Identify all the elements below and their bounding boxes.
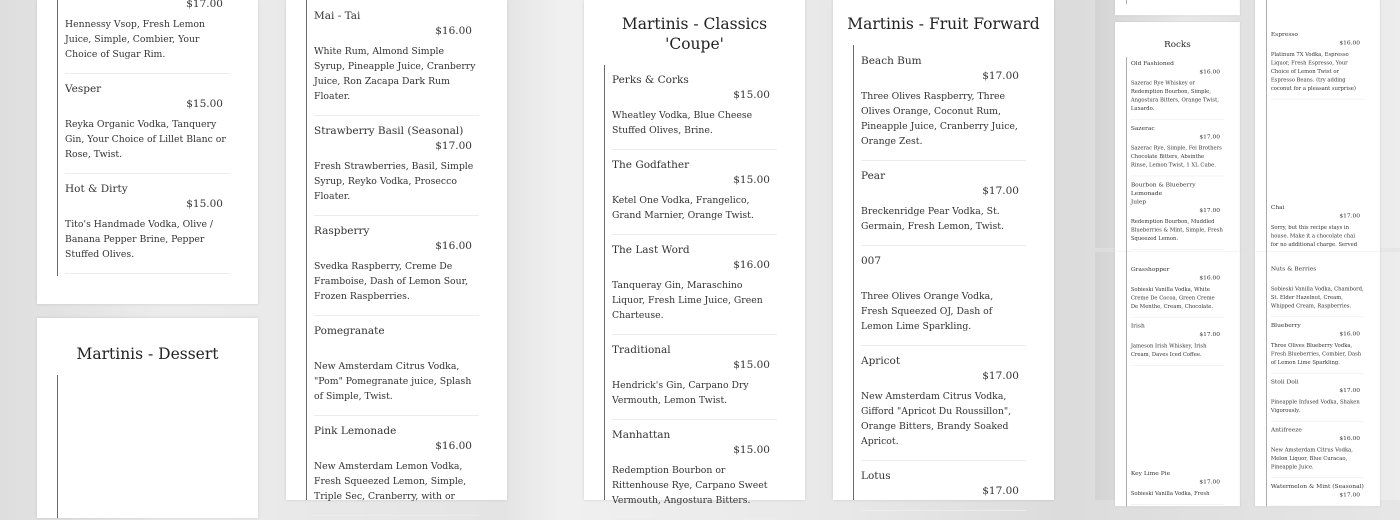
drink-price: $17.00 bbox=[186, 0, 223, 10]
menu-card-martinis-continued bbox=[37, 0, 258, 304]
drink-item bbox=[612, 235, 777, 335]
drink-price: $17.00 bbox=[982, 370, 1019, 382]
drink-name: Blueberry bbox=[1270, 322, 1301, 329]
drink-price: $17.00 bbox=[1199, 478, 1221, 486]
card-rail bbox=[306, 0, 307, 500]
drink-item bbox=[1131, 261, 1224, 318]
drink-item bbox=[65, 0, 230, 74]
drink-name: Irish bbox=[1130, 322, 1145, 330]
drink-description: Wheatley Vodka, Blue Cheese Stuffed Olives, Brine. bbox=[612, 110, 753, 136]
drink-name: Pink Lemonade bbox=[314, 425, 397, 437]
drink-list bbox=[861, 46, 1026, 511]
drink-item bbox=[1131, 318, 1224, 366]
drink-name: Bourbon & Blueberry Lemonade Julep bbox=[1130, 181, 1196, 206]
drink-description: Reyka Organic Vodka, Tanquery Gin, Your Choice of Lillet Blanc or Rose, Twist. bbox=[65, 119, 226, 160]
drink-name: Pomegranate bbox=[314, 325, 385, 337]
drink-item bbox=[612, 420, 777, 520]
drink-item bbox=[1131, 120, 1224, 176]
drink-list bbox=[65, 0, 230, 274]
drink-description: Redemption Bourbon or Rittenhouse Rye, Carpano Sweet Vermouth, Angostura Bitters. bbox=[612, 465, 768, 506]
drink-price: $17.00 bbox=[1339, 212, 1361, 220]
drink-name: Perks & Corks bbox=[612, 74, 689, 86]
drink-item bbox=[314, 216, 479, 316]
drink-list bbox=[1131, 55, 1224, 250]
card-rail bbox=[57, 0, 58, 276]
drink-description: Tito's Handmade Vodka, Olive / Banana Pepper Brine, Pepper Stuffed Olives. bbox=[65, 219, 214, 260]
drink-name: The Last Word bbox=[612, 244, 690, 256]
drink-price: $16.00 bbox=[435, 25, 472, 37]
drink-price: $17.00 bbox=[1199, 133, 1221, 141]
drink-name: Mai - Tai bbox=[314, 10, 361, 22]
card-rail bbox=[853, 45, 854, 500]
drink-name: Raspberry bbox=[314, 225, 370, 237]
drink-description: Svedka Raspberry, Creme De Framboise, Dash of Lemon Sour, Frozen Raspberries. bbox=[314, 261, 469, 302]
drink-price: $15.00 bbox=[733, 89, 770, 101]
menu-card-classics bbox=[584, 0, 805, 506]
menu-card-fruit-forward bbox=[833, 0, 1054, 500]
drink-description: New Amsterdam Citrus Vodka, "Pom" Pomegranate juice, Splash of Simple, Twist. bbox=[314, 361, 472, 402]
drink-item bbox=[1271, 260, 1364, 317]
drink-price: $16.00 bbox=[435, 240, 472, 252]
card-rail bbox=[1126, 0, 1127, 4]
drink-description: Sobieski Vanilla Vodka, Chambord, St. Elder Hazelnut, Cream, Whipped Cream, Raspberries. bbox=[1270, 285, 1364, 310]
card-rail bbox=[57, 375, 58, 518]
drink-item bbox=[314, 1, 479, 116]
drink-item bbox=[612, 150, 777, 235]
drink-description: Sobieski Vanilla Vodka, White Creme De Cocoa, Green Creme De Menthe, Cream, Chocolate. bbox=[1130, 286, 1215, 310]
drink-price: $16.00 bbox=[1199, 274, 1221, 282]
drink-description: Pineapple Infused Vodka, Shaken Vigorously. bbox=[1270, 398, 1360, 414]
drink-name: 007 bbox=[861, 255, 882, 267]
drink-item bbox=[1271, 373, 1364, 421]
drink-price: $16.00 bbox=[733, 259, 770, 271]
menu-card-stub bbox=[1115, 0, 1240, 15]
drink-description: Three Olives Blueberry Vodka, Fresh Blueberries, Combier, Dash of Lemon Lime Sparkling. bbox=[1270, 342, 1362, 366]
drink-name: Stoli Doli bbox=[1270, 378, 1299, 386]
drink-price: $16.00 bbox=[1339, 39, 1361, 47]
drink-item bbox=[612, 335, 777, 420]
drink-item bbox=[1271, 478, 1364, 506]
drink-description: Sorry, but this recipe stays in house. Make it a chocolate chai for no additional charge. Served bbox=[1270, 224, 1358, 248]
drink-price: $17.00 bbox=[982, 70, 1019, 82]
drink-description: New Amsterdam Citrus Vodka, Melon Liquor, Blue Curacao, Pineapple Juice. bbox=[1270, 446, 1353, 471]
drink-name: Antifreeze bbox=[1270, 426, 1302, 434]
drink-description: Platinum 7X Vodka, Espresso Liquor, Fresh Espresso, Your Choice of Lemon Twist or Espresso Beans. (try adding coconut for a pleasant surprise) bbox=[1270, 51, 1356, 92]
drink-name: Manhattan bbox=[612, 429, 671, 441]
drink-item bbox=[861, 346, 1026, 461]
drink-item bbox=[1271, 422, 1364, 479]
card-rail bbox=[1266, 0, 1267, 254]
drink-price bbox=[314, 339, 479, 354]
drink-list bbox=[1131, 465, 1224, 505]
drink-price: $15.00 bbox=[733, 444, 770, 456]
drink-name: Old Fashioned bbox=[1130, 59, 1174, 67]
drink-list bbox=[1131, 261, 1224, 366]
drink-name: Pear bbox=[861, 170, 886, 182]
drink-price: $17.00 bbox=[1339, 387, 1361, 394]
menu-card-fruity bbox=[286, 0, 507, 500]
drink-description: Three Olives Raspberry, Three Olives Orange, Coconut Rum, Pineapple Juice, Cranberry Juice, Orange Zest. bbox=[861, 91, 1018, 147]
drink-name: Sazerac bbox=[1130, 124, 1155, 132]
drink-name: Lotus bbox=[861, 470, 891, 482]
drink-item bbox=[1131, 465, 1224, 505]
drink-item bbox=[1131, 55, 1224, 120]
drink-description: Hennessy Vsop, Fresh Lemon Juice, Simple, Combier, Your Choice of Sugar Rim. bbox=[65, 19, 205, 60]
drink-item bbox=[861, 246, 1026, 346]
drink-item bbox=[314, 316, 479, 416]
drink-description: Redemption Bourbon, Muddled Blueberries & Mint, Simple, Fresh Squeezed Lemon. bbox=[1130, 218, 1223, 242]
drink-price: $17.00 bbox=[1339, 491, 1361, 499]
drink-item bbox=[1271, 317, 1364, 374]
drink-list bbox=[314, 1, 479, 516]
drink-item bbox=[1131, 176, 1224, 249]
drink-name: Traditional bbox=[612, 344, 671, 356]
drink-item bbox=[314, 416, 479, 516]
drink-name: Nuts & Berries bbox=[1270, 265, 1317, 273]
drink-price: $17.00 bbox=[435, 140, 472, 152]
drink-description: Hendrick's Gin, Carpano Dry Vermouth, Lemon Twist. bbox=[612, 380, 749, 406]
card-rail bbox=[1126, 252, 1127, 506]
drink-description: Sazerac Rye, Simple, Fei Brothers Chocolate Bitters, Absinthe Rinse, Lemon Twist, 1 XL Cube. bbox=[1130, 145, 1222, 169]
drink-name: Hot & Dirty bbox=[65, 183, 128, 195]
drink-description: Fresh Strawberries, Basil, Simple Syrup, Reyko Vodka, Prosecco Floater. bbox=[314, 161, 474, 202]
menu-card-rocks-continued bbox=[1115, 252, 1240, 506]
screenshot-bottom-half bbox=[1095, 252, 1400, 500]
menu-card-rocks bbox=[1115, 22, 1240, 259]
drink-price: $16.00 bbox=[1339, 435, 1361, 442]
drink-item bbox=[65, 174, 230, 274]
card-rail bbox=[604, 65, 605, 500]
drink-item bbox=[1271, 26, 1364, 99]
drink-name: Watermelon & Mint (Seasonal) bbox=[1270, 483, 1364, 490]
drink-item bbox=[1271, 199, 1364, 256]
drink-item bbox=[861, 461, 1026, 511]
drink-price: $17.00 bbox=[982, 185, 1019, 197]
card-rail bbox=[1126, 57, 1127, 259]
section-title: Martinis - Fruit Forward bbox=[847, 15, 1040, 33]
drink-price: $16.00 bbox=[1199, 68, 1221, 76]
drink-list bbox=[1271, 260, 1364, 506]
drink-name: Beach Bum bbox=[861, 55, 922, 67]
drink-list bbox=[1271, 199, 1364, 256]
drink-description: New Amsterdam Citrus Vodka, Gifford "Apricot Du Roussillon", Orange Bitters, Brandy Soaked Apricot. bbox=[861, 391, 1012, 447]
menu-card-coffee bbox=[1255, 0, 1380, 254]
drink-price: $16.00 bbox=[1339, 330, 1361, 338]
drink-name: Apricot bbox=[861, 355, 901, 367]
drink-item bbox=[861, 46, 1026, 161]
drink-description: White Rum, Almond Simple Syrup, Pineapple Juice, Cranberry Juice, Ron Zacapa Dark Rum Floater. bbox=[314, 46, 476, 102]
section-title: Rocks bbox=[1164, 38, 1191, 50]
section-title: Martinis - Dessert bbox=[76, 345, 219, 363]
section-title: Martinis - Classics 'Coupe' bbox=[621, 15, 768, 53]
menu-card-specialty bbox=[1255, 252, 1380, 506]
drink-price: $15.00 bbox=[733, 359, 770, 371]
drink-price: $15.00 bbox=[733, 174, 770, 186]
drink-list bbox=[1271, 26, 1364, 99]
drink-name: Chai bbox=[1270, 203, 1285, 211]
drink-name: Key Lime Pie bbox=[1130, 470, 1171, 477]
drink-item bbox=[65, 74, 230, 174]
drink-name: Grasshopper bbox=[1130, 266, 1170, 273]
drink-price bbox=[861, 269, 1026, 284]
drink-description: Jameson Irish Whiskey, Irish Cream, Daves Iced Coffee. bbox=[1130, 342, 1207, 358]
drink-description: New Amsterdam Lemon Vodka, Fresh Squeezed Lemon, Simple, Triple Sec, Cranberry, with or bbox=[314, 461, 467, 502]
drink-description: Ketel One Vodka, Frangelico, Grand Marnier, Orange Twist. bbox=[612, 195, 754, 221]
drink-price: $16.00 bbox=[435, 440, 472, 452]
card-rail bbox=[1266, 252, 1267, 506]
drink-item bbox=[861, 161, 1026, 246]
screenshot-top-half bbox=[1095, 0, 1400, 248]
drink-description: Sobieski Vanilla Vodka, Fresh bbox=[1130, 490, 1210, 497]
drink-price: $17.00 bbox=[982, 485, 1019, 497]
drink-name: Strawberry Basil (Seasonal) bbox=[314, 125, 464, 137]
drink-description: Three Olives Orange Vodka, Fresh Squeezed OJ, Dash of Lemon Lime Sparkling. bbox=[861, 291, 994, 332]
drink-item bbox=[314, 116, 479, 216]
drink-price: $15.00 bbox=[186, 98, 223, 110]
drink-description: Breckenridge Pear Vodka, St. Germain, Fresh Lemon, Twist. bbox=[861, 206, 1004, 232]
drink-name: Espresso bbox=[1270, 31, 1299, 38]
drink-name: Vesper bbox=[65, 83, 102, 95]
drink-price: $15.00 bbox=[186, 198, 223, 210]
drink-price: $17.00 bbox=[1199, 331, 1221, 338]
menu-card-dessert bbox=[37, 318, 258, 518]
drink-item bbox=[612, 65, 777, 150]
drink-price bbox=[1271, 273, 1364, 281]
drink-price: $17.00 bbox=[1199, 206, 1221, 214]
drink-name: The Godfather bbox=[612, 159, 690, 171]
drink-list bbox=[612, 65, 777, 520]
drink-description: Sazerac Rye Whiskey or Redemption Bourbon, Simple, Angostura Bitters, Orange Twist, Luxardo. bbox=[1130, 80, 1219, 112]
drink-description: Tanqueray Gin, Maraschino Liquor, Fresh Lime Juice, Green Charteuse. bbox=[612, 280, 763, 321]
